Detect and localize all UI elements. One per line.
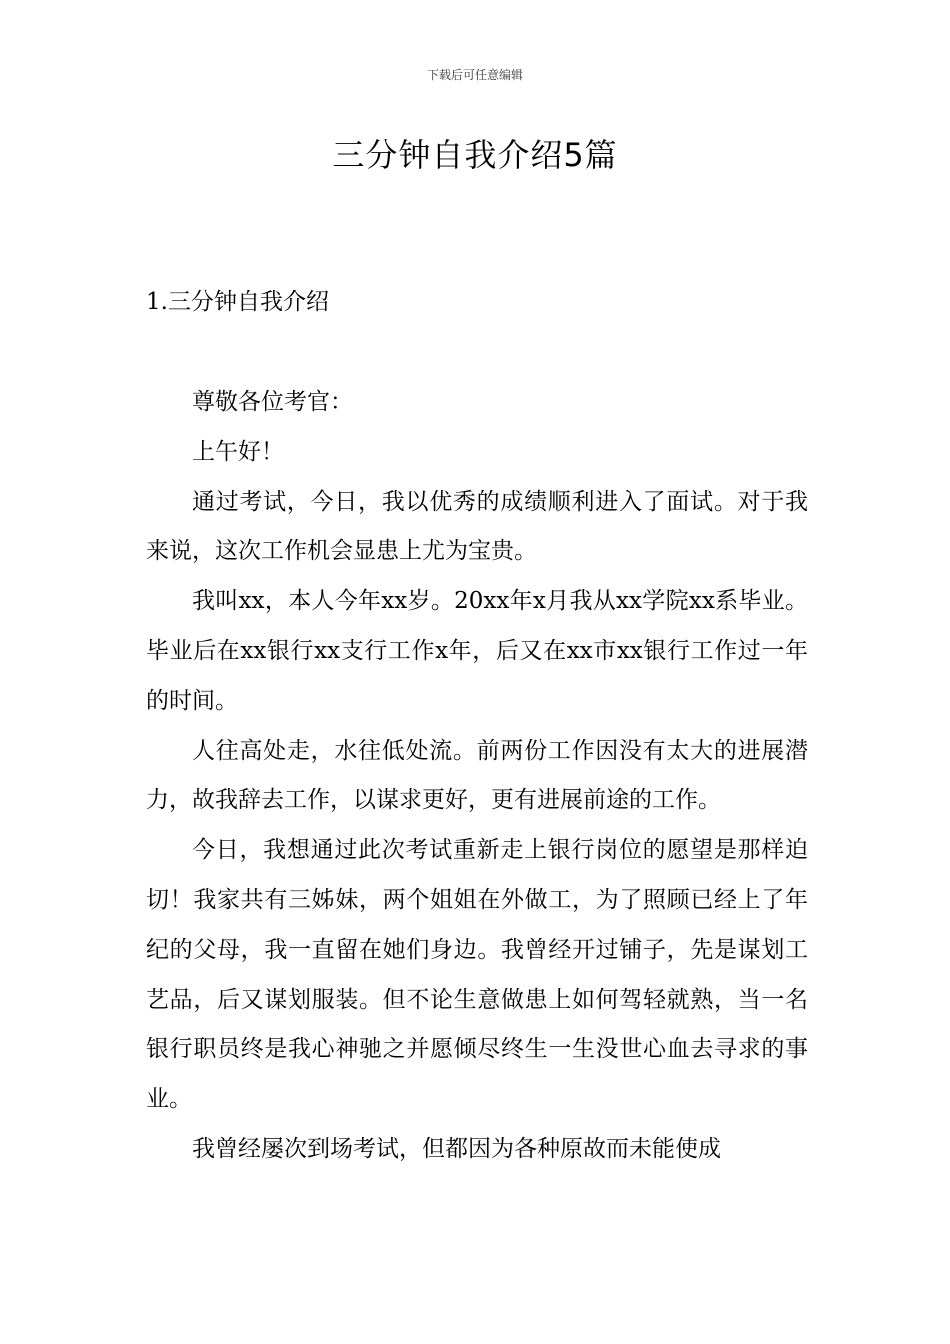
paragraph: 通过考试，今日，我以优秀的成绩顺利进入了面试。对于我来说，这次工作机会显患上尤为宝贵。: [146, 488, 808, 565]
paragraph: 我曾经屡次到场考试，但都因为各种原故而未能使成: [192, 1135, 721, 1162]
paragraph: 我叫xx，本人今年xx岁。20xx年x月我从xx学院xx系毕业。毕业后在xx银行xx支行工作x年，后又在xx市xx银行工作过一年的时间。: [146, 588, 808, 714]
paragraph: 今日，我想通过此次考试重新走上银行岗位的愿望是那样迫切！我家共有三姊妹，两个姐姐在外做工，为了照顾已经上了年纪的父母，我一直留在她们身边。我曾经开过铺子，先是谋划工艺品，后又谋划服装。但不论生意做患上如何驾轻就熟，当一名银行职员终是我心神驰之并愿倾尽终生一生没世心血去寻求的事业。: [146, 837, 808, 1113]
paragraph-greeting: 上午好！: [192, 438, 284, 465]
section-heading: 1.三分钟自我介绍: [146, 289, 329, 315]
paragraph-salutation: 尊敬各位考官：: [192, 389, 353, 415]
document-title: 三分钟自我介绍5篇: [332, 136, 618, 174]
paragraph: 人往高处走，水往低处流。前两份工作因没有太大的进展潜力，故我辞去工作，以谋求更好，更有进展前途的工作。: [146, 737, 808, 814]
header-note: 下载后可任意编辑: [426, 68, 523, 82]
document-body: [146, 378, 808, 1175]
